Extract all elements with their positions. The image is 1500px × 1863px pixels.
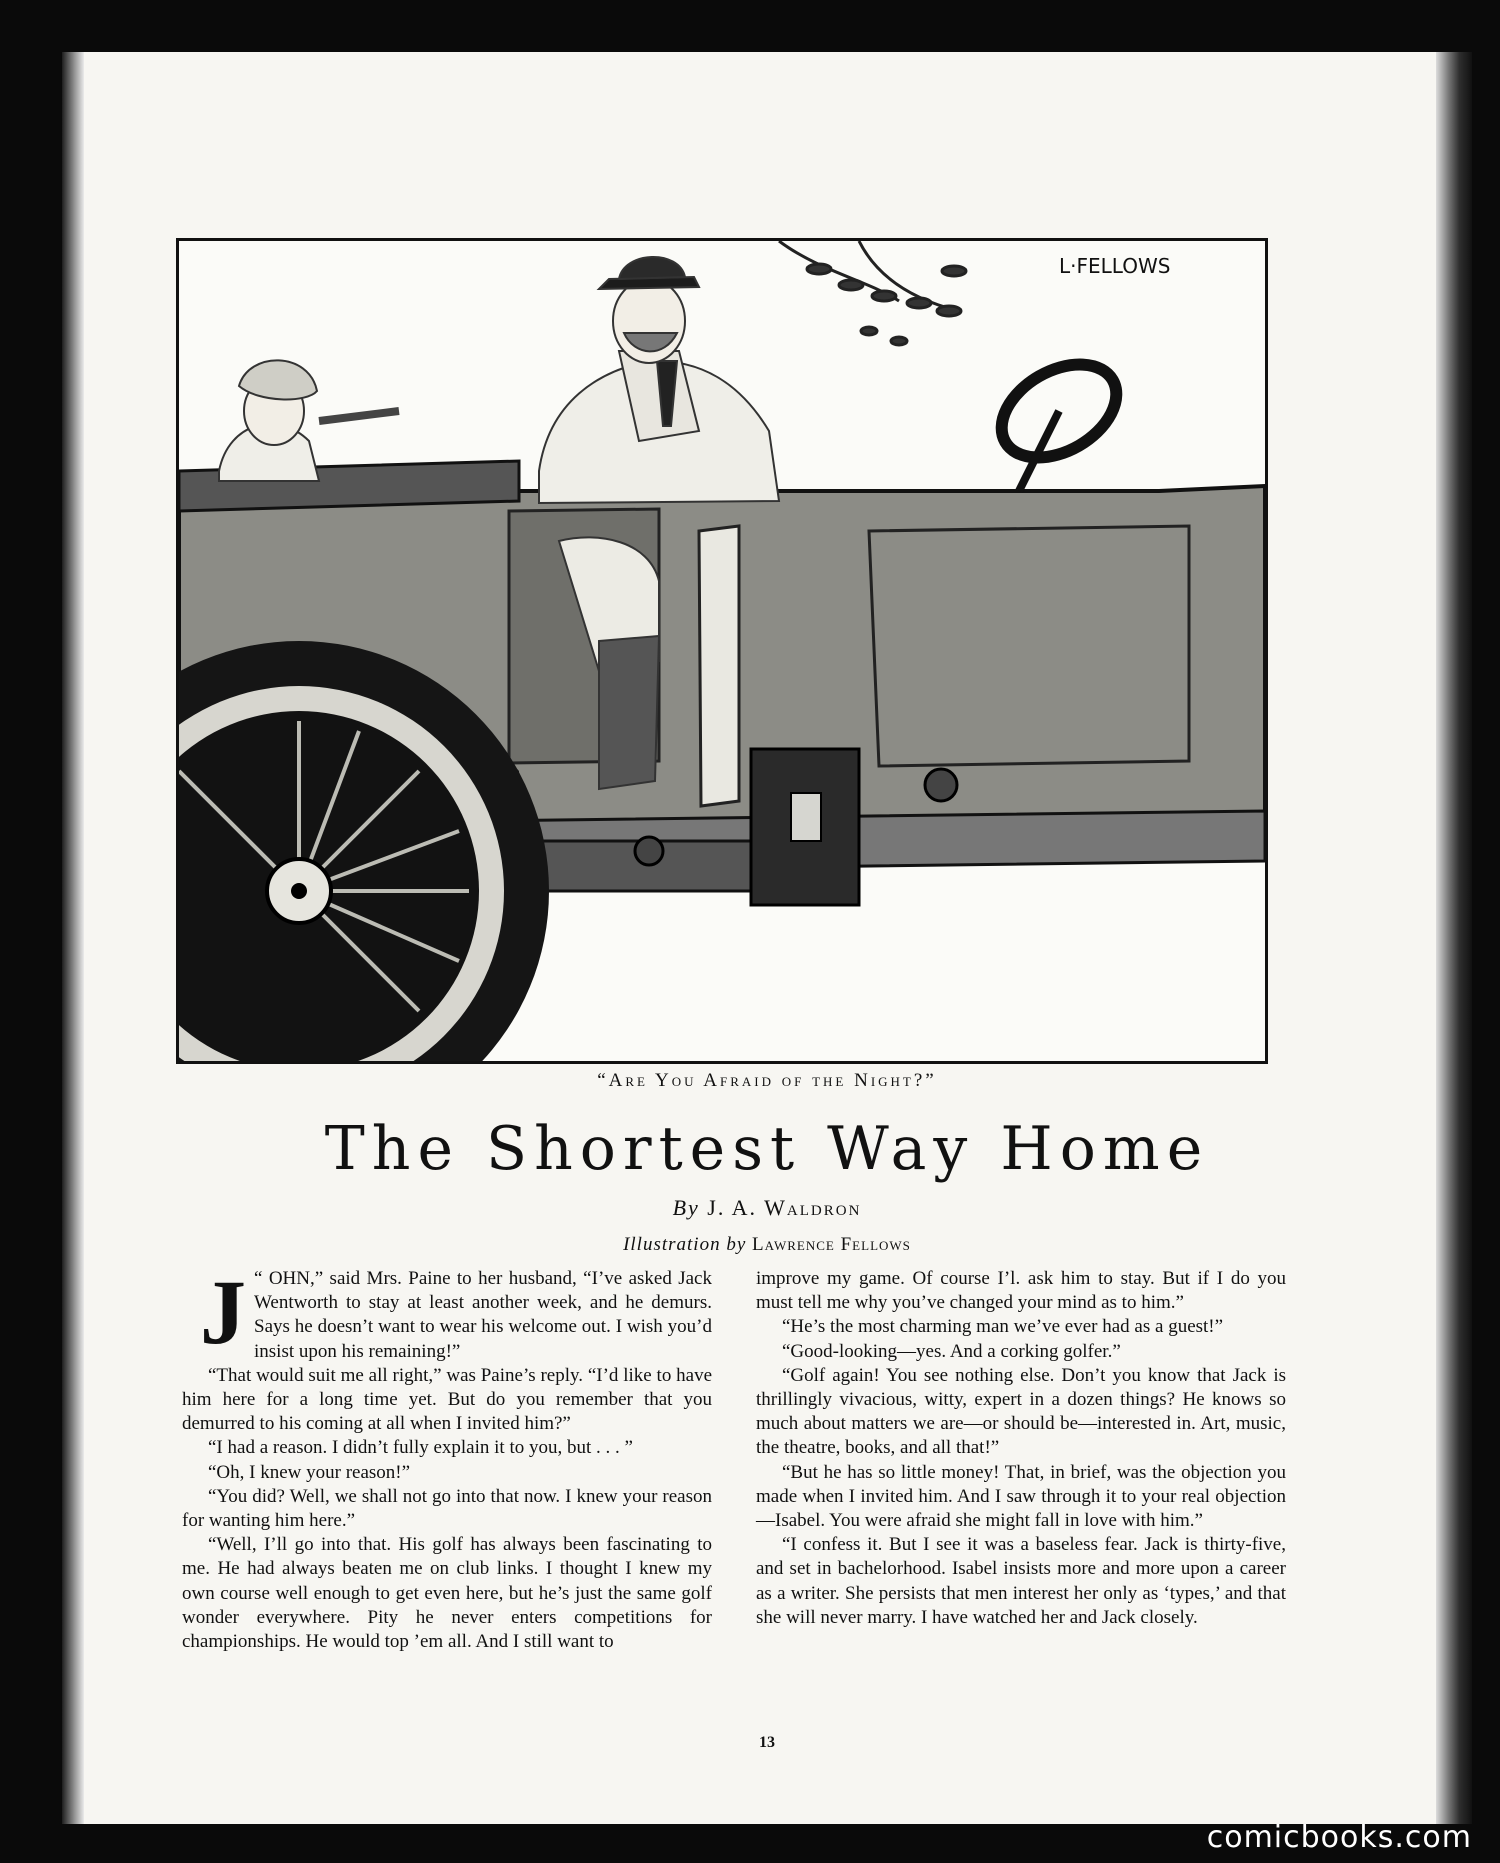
- open-door: [699, 526, 739, 806]
- credit-lead: Illustration by: [623, 1234, 747, 1255]
- text-column-right: [756, 1267, 1286, 1630]
- paragraph: “But he has so little money! That, in brief, was the objection you made when I invited him. And I saw through it to your real objection—Isabel. You were afraid she might fall in love with him.”: [756, 1461, 1286, 1532]
- site-watermark: comicbooks.com: [1206, 1820, 1472, 1855]
- car-scene-drawing: [179, 241, 1265, 1061]
- paragraph: “You did? Well, we shall not go into that now. I knew your reason for wanting him here.”: [182, 1485, 712, 1532]
- paragraph: “Well, I’ll go into that. His golf has always been fascinating to me. He had always beaten me on club links. I thought I knew my own course well enough to get even here, but he’s just the same golf wonder everywhere. Pity he never enters competitions for championships. He would top ’em all. And I still want to: [182, 1534, 712, 1653]
- illustrator-name: Lawrence Fellows: [752, 1234, 911, 1255]
- author-name: J. A. Waldron: [707, 1195, 862, 1220]
- text-column-left: [182, 1261, 712, 1654]
- byline-lead: By: [672, 1195, 700, 1220]
- drop-cap: J: [200, 1261, 246, 1363]
- article-title: The Shortest Way Home: [324, 1114, 1210, 1184]
- lady-figure: [219, 360, 399, 481]
- illustration: [176, 238, 1268, 1064]
- paragraph: “Oh, I knew your reason!”: [208, 1461, 411, 1483]
- paragraph: “I confess it. But I see it was a baseless fear. Jack is thirty-five, and set in bachelorhood. Isabel insists more and more upon a career as a writer. She persists that men interest her only as ‘types,’ and that she will never marry. I have watched her and Jack closely.: [756, 1534, 1286, 1628]
- byline: [62, 1195, 1472, 1221]
- artist-signature: L·FELLOWS: [1059, 254, 1171, 278]
- paragraph: “Good-looking—yes. And a corking golfer.”: [782, 1340, 1121, 1362]
- book-spine-edge: [1436, 52, 1472, 1824]
- foliage: [779, 241, 966, 345]
- illustration-credit: [62, 1234, 1472, 1256]
- paragraph: “ OHN,” said Mrs. Paine to her husband, “I’ve asked Jack Wentworth to stay at least another week, and he demurs. Says he doesn’t want to wear his welcome out. I wish you’d insist upon his remaining!”: [254, 1268, 712, 1362]
- page-number: 13: [759, 1734, 775, 1751]
- steering-wheel: [985, 345, 1132, 491]
- paragraph: “Golf again! You see nothing else. Don’t you know that Jack is thrillingly vivacious, witty, expert in a dozen things? He knows so much about matters we are—or should be—interested in. Art, music, the theatre, books, and all that!”: [756, 1364, 1286, 1459]
- paragraph: “That would suit me all right,” was Paine’s reply. “I’d like to have him here for a long time yet. But do you remember that you demurred to his coming at all when I invited him?”: [182, 1364, 712, 1435]
- paragraph: “I had a reason. I didn’t fully explain it to you, but . . . ”: [208, 1437, 633, 1459]
- illustration-caption: “Are You Afraid of the Night?”: [597, 1070, 937, 1091]
- magazine-page: [62, 52, 1472, 1824]
- book-gutter: [62, 52, 84, 1824]
- paragraph: “He’s the most charming man we’ve ever had as a guest!”: [782, 1316, 1224, 1338]
- paragraph: improve my game. Of course I’l. ask him to stay. But if I do you must tell me why you’ve changed your mind as to him.”: [756, 1268, 1286, 1314]
